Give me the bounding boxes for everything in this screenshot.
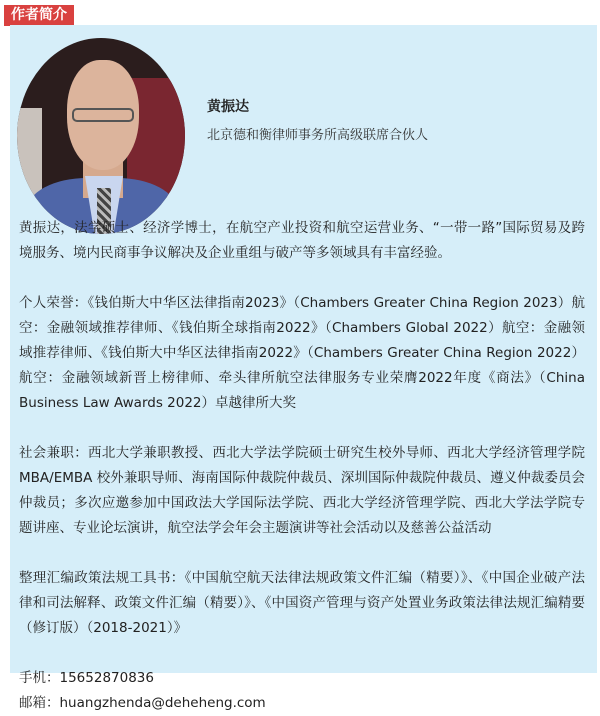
- author-bio: [19, 216, 585, 716]
- bio-honors: 个人荣誉：《钱伯斯大中华区法律指南2023》（Chambers Greater China Region 2023）航空：金融领域推荐律师、《钱伯斯全球指南2022》（Chambers Global 2022）航空：金融领域推荐律师、《钱伯斯大中华区法律指南2022》（Chambers Greater China Region 2022）航空：金融领域新晋上榜律师、牵头律所航空法律服务专业荣膺2022年度《商法》（China Business Law Awards 2022）卓越律所大奖: [19, 295, 585, 411]
- section-tag: 作者简介: [4, 5, 74, 26]
- author-photo: [17, 38, 185, 234]
- contact-email: 邮箱：huangzhenda@deheheng.com: [19, 695, 266, 711]
- bio-positions: 社会兼职：西北大学兼职教授、西北大学法学院硕士研究生校外导师、西北大学经济管理学院MBA/EMBA 校外兼职导师、海南国际仲裁院仲裁员、深圳国际仲裁院仲裁员、遵义仲裁委员会仲裁员；多次应邀参加中国政法大学国际法学院、西北大学经济管理学院、西北大学法学院专题讲座、专业论坛演讲，航空法学会年会主题演讲等社会活动以及慈善公益活动: [19, 445, 585, 536]
- author-name: 黄振达: [207, 99, 249, 115]
- contact-phone: 手机：15652870836: [19, 670, 154, 686]
- bio-publications: 整理汇编政策法规工具书：《中国航空航天法律法规政策文件汇编（精要）》、《中国企业破产法律和司法解释、政策文件汇编（精要）》、《中国资产管理与资产处置业务政策法律法规汇编精要（修订版）（2018-2021）》: [19, 570, 585, 636]
- bio-intro: 黄振达，法学硕士、经济学博士，在航空产业投资和航空运营业务、“一带一路”国际贸易及跨境服务、境内民商事争议解决及企业重组与破产等多领域具有丰富经验。: [19, 220, 585, 261]
- author-title: 北京德和衡律师事务所高级联席合伙人: [207, 128, 429, 143]
